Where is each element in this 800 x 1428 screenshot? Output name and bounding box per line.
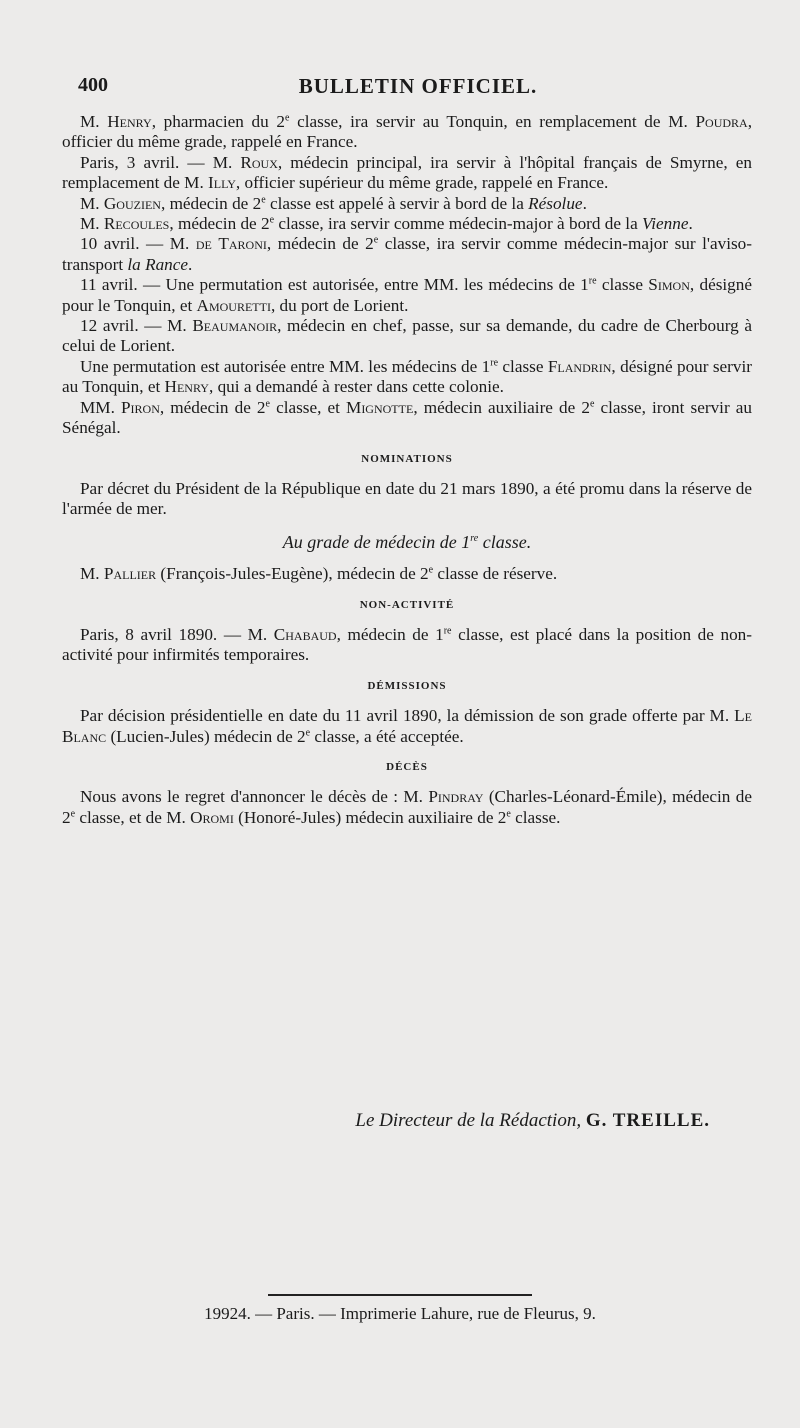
person-name: Flandrin [547,356,612,376]
person-name: Chabaud [273,624,337,644]
paragraph-nomination-decree: Par décret du Président de la République en date du 21 mars 1890, a été promu dans la réserve de l'armée de mer. [62,478,752,519]
section-heading-deces: DÉCÈS [386,760,428,773]
paragraph-chabaud: Paris, 8 avril 1890. — M. Chabaud, médecin de 1re classe, est placé dans la position de non-activité pour infirmités temporaires. [62,624,752,665]
grade-subheading: Au grade de médecin de 1re classe. [282,531,532,552]
person-name: Oromi [190,807,234,827]
footer-divider [268,1294,532,1296]
person-name: Gouzien [103,193,161,213]
person-name: Illy [208,173,236,193]
signature-block [300,1110,710,1132]
person-name: Amouretti [196,295,271,315]
page-number: 400 [78,74,108,96]
body-text [62,112,752,828]
signature-name: G. TREILLE. [585,1110,710,1131]
paragraph-simon: 11 avril. — Une permutation est autorisée, entre MM. les médecins de 1re classe Simon, désigné pour le Tonquin, et Amouretti, du port de Lorient. [62,275,753,315]
paragraph-recoules: M. Recoules, médecin de 2e classe, ira servir comme médecin-major à bord de la Vienne. [80,214,693,234]
paragraph-gouzien: M. Gouzien, médecin de 2e classe est appelé à servir à bord de la Résolue. [80,193,587,213]
paragraph-flandrin: Une permutation est autorisée entre MM. les médecins de 1re classe Flandrin, désigné pour servir au Tonquin, et Henry, qui a demandé à rester dans cette colonie. [62,356,752,397]
section-heading-demissions: DÉMISSIONS [367,679,447,692]
signature-role: Le Directeur de la Rédaction, [355,1110,582,1131]
paragraph-beaumanoir: 12 avril. — M. Beaumanoir, médecin en chef, passe, sur sa demande, du cadre de Cherbourg à celui de Lorient. [62,316,753,356]
paragraph-pindray: Nous avons le regret d'annoncer le décès de : M. Pindray (Charles-Léonard-Émile), médecin de 2e classe, et de M. Oromi (Honoré-Jules) médecin auxiliaire de 2e classe. [62,787,752,827]
paragraph-le-blanc: Par décision présidentielle en date du 11 avril 1890, la démission de son grade offerte par M. Le Blanc (Lucien-Jules) médecin de 2e classe, a été acceptée. [62,706,752,746]
paragraph-henry: M. Henry, pharmacien du 2e classe, ira servir au Tonquin, en remplacement de M. Poudra, officier du même grade, rappelé en France. [62,112,752,152]
person-name: Henry [107,112,152,131]
person-name: Pindray [428,787,484,807]
person-name: Recoules [103,214,170,234]
printer-footer: 19924. — Paris. — Imprimerie Lahure, rue de Fleurus, 9. [204,1304,596,1323]
person-name: Beaumanoir [192,316,278,336]
person-name: Poudra [695,112,748,131]
person-name: Mignotte [346,397,414,417]
ship-name: la Rance [127,254,189,274]
person-name: Taroni [218,234,267,254]
paragraph-pallier: M. Pallier (François-Jules-Eugène), médecin de 2e classe de réserve. [80,564,558,584]
ship-name: Résolue [528,193,583,213]
running-title: BULLETIN OFFICIEL. [298,74,538,98]
page-header [78,74,758,104]
person-name: Roux [240,152,278,172]
section-heading-nominations: NOMINATIONS [361,452,453,465]
person-name: Le Blanc [62,706,752,746]
person-name: Simon [648,275,690,295]
person-name: Henry [164,377,209,397]
paragraph-piron: MM. Piron, médecin de 2e classe, et Mignotte, médecin auxiliaire de 2e classe, iront servir au Sénégal. [62,397,752,438]
paragraph-roux: Paris, 3 avril. — M. Roux, médecin principal, ira servir à l'hôpital français de Smyrne, en remplacement de M. Illy, officier supérieur du même grade, rappelé en France. [62,152,753,193]
section-heading-non-activite: NON-ACTIVITÉ [359,598,455,611]
person-name: Pallier [103,564,157,584]
person-name: Piron [120,397,160,417]
paragraph-taroni: 10 avril. — M. de Taroni, médecin de 2e classe, ira servir comme médecin-major sur l'aviso-transport la Rance. [62,234,752,274]
ship-name: Vienne [642,214,689,234]
